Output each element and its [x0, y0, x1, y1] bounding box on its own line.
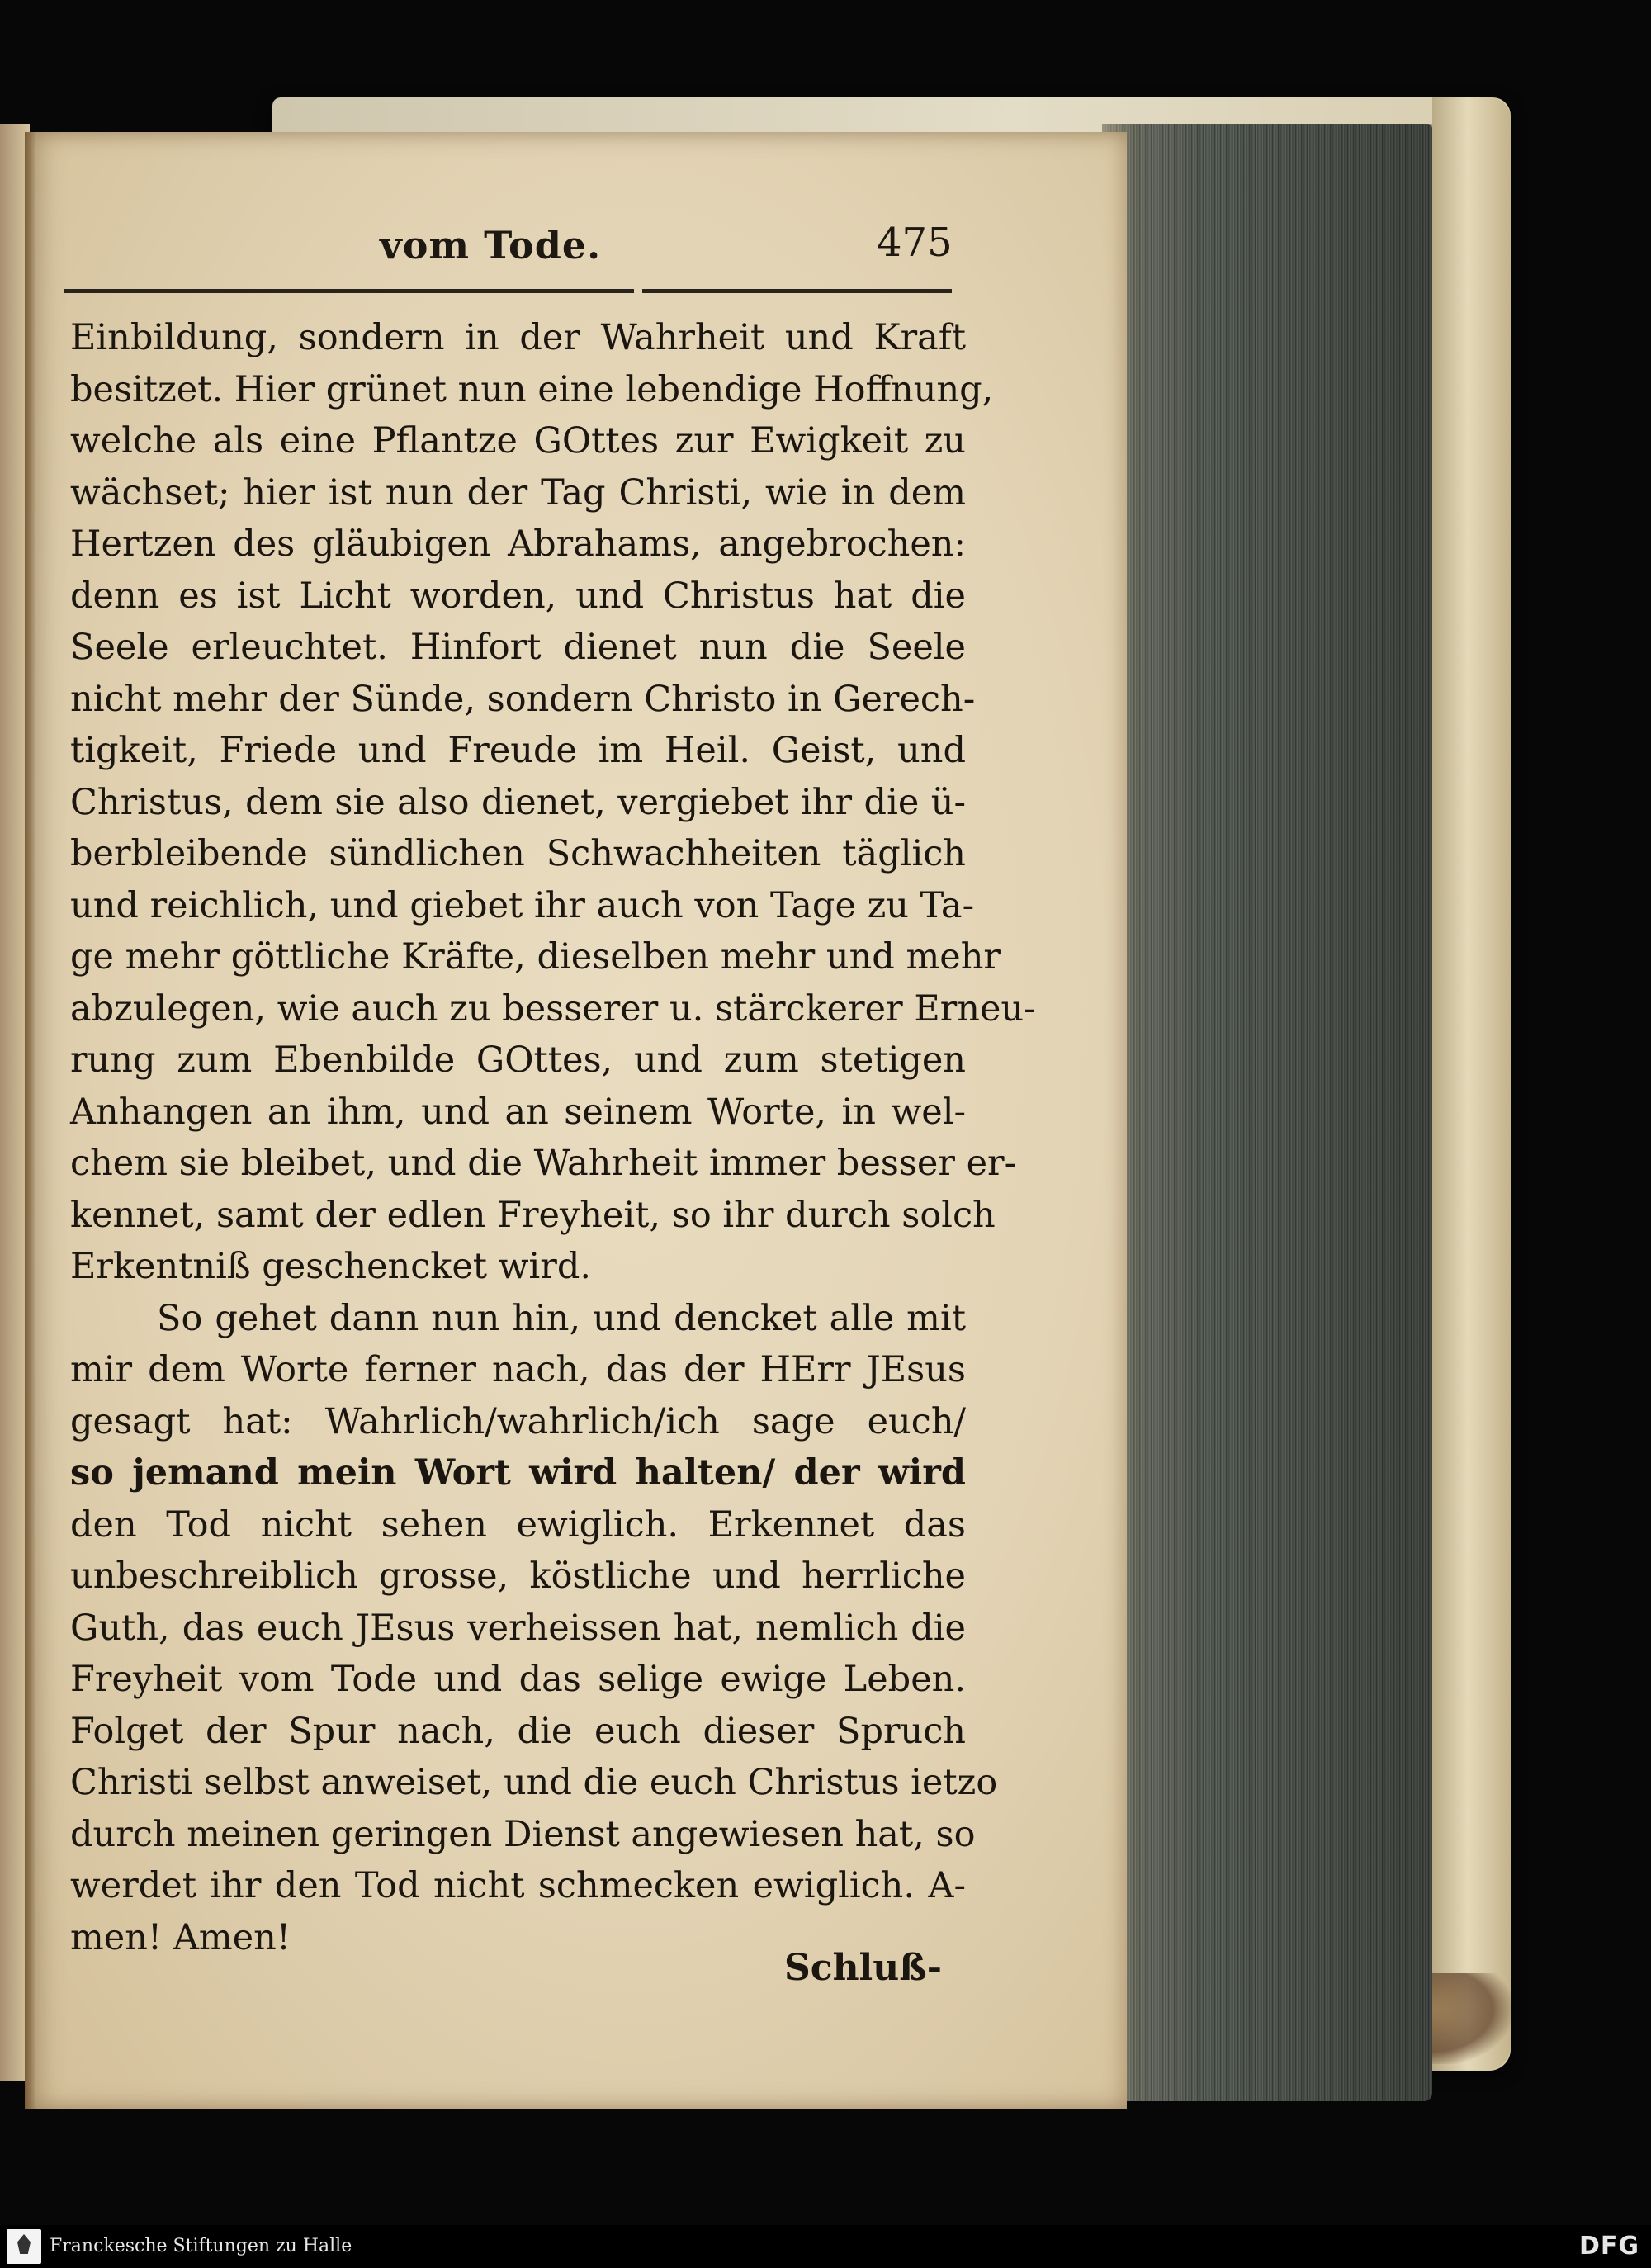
- text-line: men! Amen!: [70, 1916, 291, 1958]
- page-gutter: [25, 132, 36, 2109]
- text-line: den Tod nicht sehen ewiglich. Erkennet das: [70, 1503, 966, 1546]
- text-line: Erkentniß geschencket wird.: [70, 1246, 592, 1287]
- text-line: und reichlich, und giebet ihr auch von Tage zu Ta-: [70, 884, 975, 926]
- text-line: Christi selbst anweiset, und die euch Christus ietzo: [70, 1762, 998, 1803]
- footer-bar: [0, 2225, 1651, 2268]
- page-number: 475: [877, 220, 953, 266]
- text-line: besitzet. Hier grünet nun eine lebendige Hoffnung,: [70, 368, 994, 410]
- text-line: Einbildung, sondern in der Wahrheit und Kraft: [70, 317, 966, 358]
- text-line: denn es ist Licht worden, und Christus hat die: [70, 575, 966, 617]
- text-line: ge mehr göttliche Kräfte, dieselben mehr und mehr: [70, 936, 1001, 978]
- text-line: durch meinen geringen Dienst angewiesen hat, so: [70, 1813, 976, 1855]
- text-line: nicht mehr der Sünde, sondern Christo in Gerech-: [70, 678, 976, 720]
- text-line: welche als eine Pflantze GOttes zur Ewigkeit zu: [70, 420, 966, 462]
- text-line: Folget der Spur nach, die euch dieser Spruch: [70, 1710, 966, 1752]
- running-head: vom Tode.: [380, 223, 602, 268]
- text-line: Seele erleuchtet. Hinfort dienet nun die Seele: [70, 627, 966, 668]
- text-line: chem sie bleibet, und die Wahrheit immer besser er-: [70, 1143, 1017, 1184]
- text-line: unbeschreiblich grosse, köstliche und herrliche: [70, 1555, 966, 1597]
- text-line: werdet ihr den Tod nicht schmecken ewiglich. A-: [70, 1865, 966, 1906]
- page-block-edges: [1102, 124, 1432, 2101]
- text-line: kennet, samt der edlen Freyheit, so ihr durch solch: [70, 1194, 996, 1236]
- text-line: So gehet dann nun hin, und dencket alle mit: [157, 1297, 966, 1339]
- dfg-logo: DFG: [1578, 2232, 1639, 2261]
- text-line: so jemand mein Wort wird halten/ der wird: [70, 1452, 966, 1494]
- header-rule-left: [64, 289, 634, 293]
- text-line: mir dem Worte ferner nach, das der HErr JEsus: [70, 1349, 966, 1390]
- text-line: Guth, das euch JEsus verheissen hat, nemlich die: [70, 1607, 966, 1649]
- text-line: Hertzen des gläubigen Abrahams, angebrochen:: [70, 523, 966, 565]
- institution-logo-icon: [7, 2229, 41, 2264]
- text-line: gesagt hat: Wahrlich/wahrlich/ich sage euch/: [70, 1400, 966, 1442]
- text-line: Christus, dem sie also dienet, vergiebet ihr die ü-: [70, 781, 966, 823]
- header-rule-right: [642, 289, 952, 293]
- text-line: rung zum Ebenbilde GOttes, und zum stetigen: [70, 1039, 966, 1081]
- text-line: berbleibende sündlichen Schwachheiten täglich: [70, 833, 966, 874]
- vellum-cover-edge: [1432, 97, 1511, 2071]
- text-line: tigkeit, Friede und Freude im Heil. Geist, und: [70, 730, 966, 771]
- text-line: wächset; hier ist nun der Tag Christi, wie in dem: [70, 471, 966, 514]
- text-line: abzulegen, wie auch zu besserer u. stärckerer Erneu-: [70, 987, 1036, 1030]
- body-text: [70, 312, 1036, 1963]
- catchword: Schluß-: [784, 1947, 942, 1989]
- footer-institution: Franckesche Stiftungen zu Halle: [50, 2236, 352, 2256]
- text-line: Freyheit vom Tode und das selige ewige Leben.: [70, 1659, 966, 1700]
- text-line: Anhangen an ihm, und an seinem Worte, in wel-: [70, 1091, 966, 1133]
